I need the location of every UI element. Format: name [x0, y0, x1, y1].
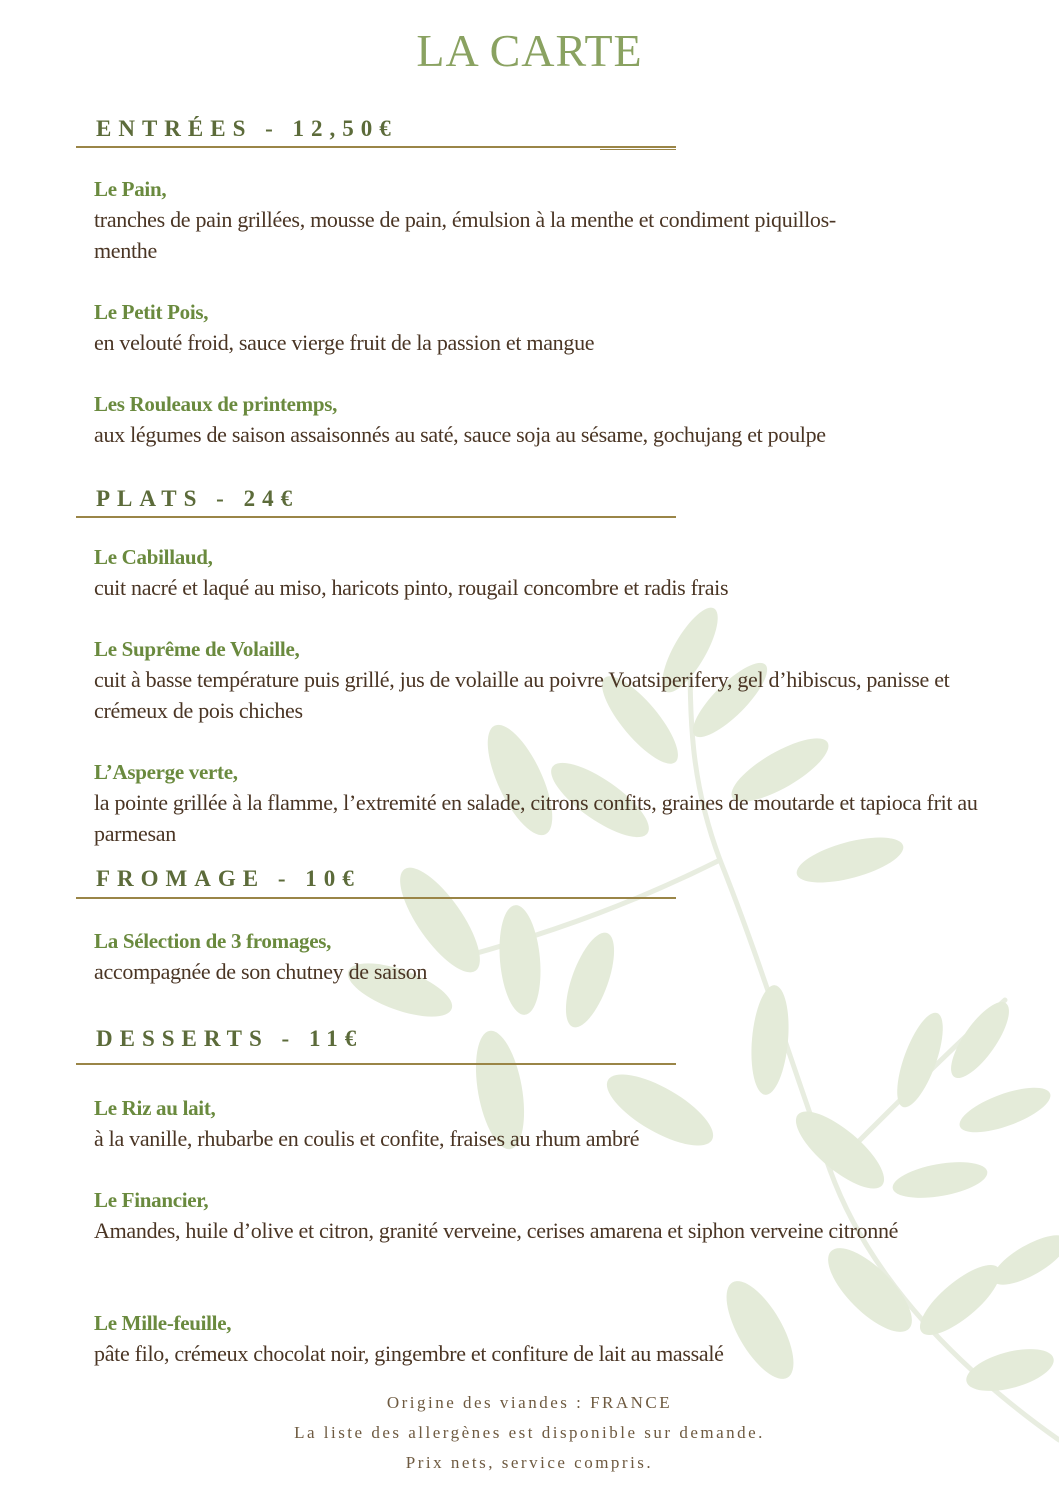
- dish-description: la pointe grillée à la flamme, l’extremité en salade, citrons confits, graines de moutarde et tapioca frit au parmesan: [94, 790, 978, 846]
- dish-item: [94, 1308, 1004, 1369]
- dish-item: [94, 634, 1004, 726]
- footer-notes: [0, 1388, 1059, 1478]
- dish-description: cuit à basse température puis grillé, jus de volaille au poivre Voatsiperifery, gel d’hibiscus, panisse et crémeux de pois chiches: [94, 667, 950, 723]
- dish-name: Le Financier,: [94, 1188, 209, 1212]
- dish-name: Les Rouleaux de printemps,: [94, 392, 338, 416]
- section-heading-desserts: DESSERTS - 11€: [96, 1026, 364, 1051]
- dish-item: [94, 389, 1004, 450]
- dish-item: [94, 926, 1004, 987]
- dish-name: Le Cabillaud,: [94, 545, 213, 569]
- dish-item: [94, 297, 1004, 358]
- dish-item: [94, 542, 1004, 603]
- dish-name: Le Riz au lait,: [94, 1096, 216, 1120]
- dish-name: Le Pain,: [94, 177, 167, 201]
- section-divider: [76, 516, 676, 518]
- dish-item: [94, 1185, 1004, 1246]
- section-divider: [76, 897, 676, 899]
- section-divider-accent: [600, 149, 676, 150]
- dish-item: [94, 1093, 1004, 1154]
- dish-description: accompagnée de son chutney de saison: [94, 959, 428, 984]
- dish-item: [94, 757, 1004, 849]
- dish-name: La Sélection de 3 fromages,: [94, 929, 332, 953]
- page-title: LA CARTE: [416, 25, 643, 76]
- dish-description: cuit nacré et laqué au miso, haricots pinto, rougail concombre et radis frais: [94, 575, 729, 600]
- section-divider: [76, 1063, 676, 1065]
- section-divider: [76, 146, 676, 148]
- section-heading-fromage: FROMAGE - 10€: [96, 866, 361, 891]
- dish-description: aux légumes de saison assaisonnés au saté, sauce soja au sésame, gochujang et poulpe: [94, 422, 826, 447]
- footer-allergens: La liste des allergènes est disponible sur demande.: [294, 1423, 765, 1442]
- section-heading-entrees: ENTRÉES - 12,50€: [96, 116, 398, 141]
- dish-description: Amandes, huile d’olive et citron, granité verveine, cerises amarena et siphon verveine citronné: [94, 1218, 899, 1243]
- dish-name: Le Suprême de Volaille,: [94, 637, 300, 661]
- dish-item: [94, 174, 1004, 266]
- dish-description: en velouté froid, sauce vierge fruit de la passion et mangue: [94, 330, 595, 355]
- dish-name: Le Petit Pois,: [94, 300, 209, 324]
- footer-origin: Origine des viandes : FRANCE: [386, 1393, 673, 1412]
- section-heading-plats: PLATS - 24€: [96, 486, 300, 511]
- dish-description: tranches de pain grillées, mousse de pain, émulsion à la menthe et condiment piquillos-menthe: [94, 207, 836, 263]
- dish-description: à la vanille, rhubarbe en coulis et confite, fraises au rhum ambré: [94, 1126, 640, 1151]
- dish-name: L’Asperge verte,: [94, 760, 238, 784]
- dish-description: pâte filo, crémeux chocolat noir, gingembre et confiture de lait au massalé: [94, 1341, 724, 1366]
- dish-name: Le Mille-feuille,: [94, 1311, 232, 1335]
- footer-prices: Prix nets, service compris.: [405, 1453, 654, 1472]
